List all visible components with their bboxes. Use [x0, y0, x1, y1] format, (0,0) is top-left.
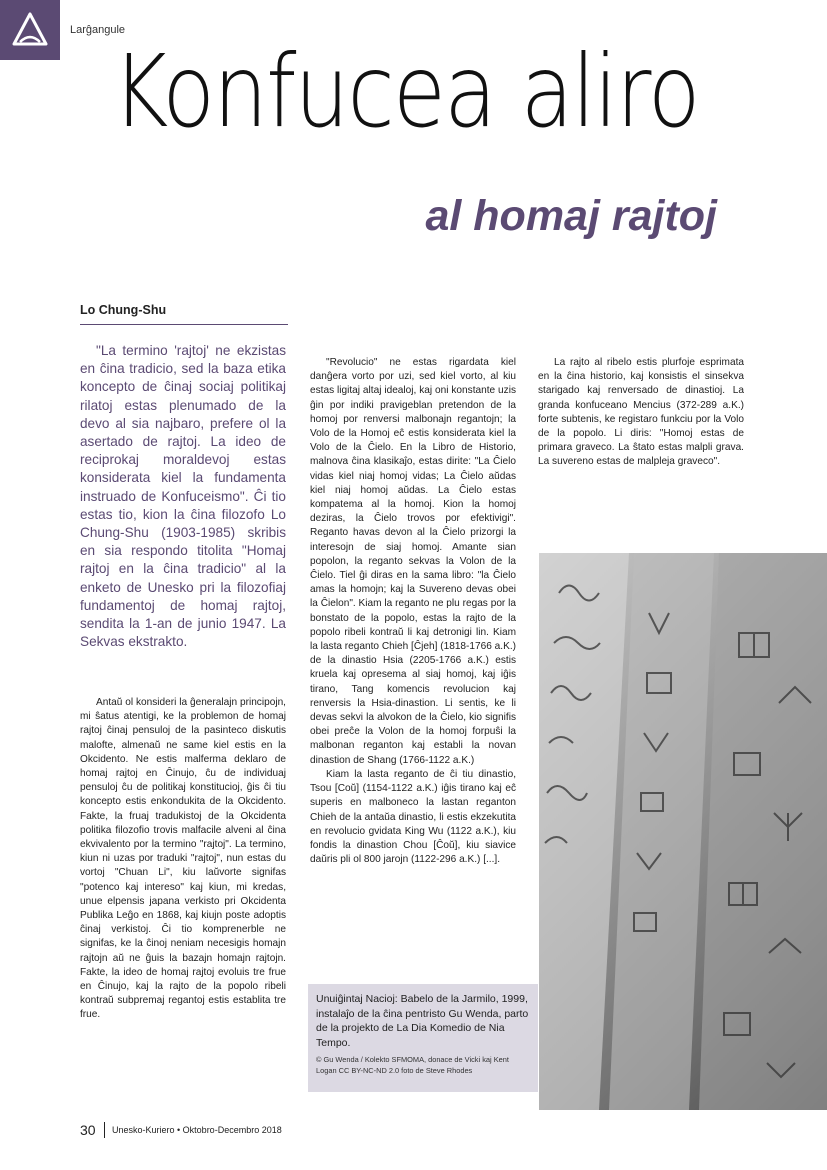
author-divider: [80, 324, 288, 325]
caption-credit: © Gu Wenda / Kolekto SFMOMA, donace de Vicki kaj Kent Logan CC BY-NC-ND 2.0 foto de Steve Rhodes: [316, 1055, 509, 1075]
publication-info: Unesko-Kuriero • Oktobro-Decembro 2018: [112, 1125, 282, 1135]
footer-divider: [104, 1122, 105, 1138]
logo-box: [0, 0, 60, 60]
body-column-3: [538, 356, 744, 470]
caption-text: Unuiĝintaj Nacioj: Babelo de la Jarmilo, 1999, instalaĵo de la ĉina pentristo Gu Wenda, parto de la projekto de La Dia Komedio de Nia Tempo.: [316, 993, 529, 1049]
body-paragraph: Kiam la lasta reganto de ĉi tiu dinastio, Tsou [Coŭ] (1154-1122 a.K.) iĝis tirano kaj eĉ superis en malboneco la lastan reganton Chieh de la antaŭa dinastio, li estis ekzekutita en revolucio gvidata King Wu (1122 a.K.), kiu fondis la dinastion Chou [Ĉoŭ], kiu siavice daŭris pli ol 800 jarojn (1122-296 a.K.) [...].: [310, 768, 516, 866]
author-name: Lo Chung-Shu: [80, 303, 167, 317]
article-photo: [539, 553, 827, 1110]
intro-paragraph: "La termino 'rajtoj' ne ekzistas en ĉina tradicio, sed la baza etika koncepto de ĉinaj sociaj politikaj rilatoj estas plenumado de la devo al sia najbaro, prefere ol la asertado de rajtoj. La ideo de reciprokaj moraldevoj estas konsiderata kiel la fundamenta instruado de Konfuceismo". Ĉi tio estas tio, kion la ĉina filozofo Lo Chung-Shu (1903-1985) skribis en sia respondo titolita "Homaj rajtoj en la ĉina tradicio" al la enketo de Unesko pri la filozofiaj fundamentoj de homaj rajtoj, sendita la 1-an de junio 1947. La Sekvas ekstrakto.: [80, 343, 286, 650]
article-title: Konfucea aliro: [112, 33, 699, 150]
body-column-2: [310, 356, 516, 867]
triangle-logo-icon: [10, 10, 50, 50]
body-column-1: [80, 696, 286, 1023]
section-label: Larĝangule: [70, 24, 126, 36]
body-paragraph: "Revolucio" ne estas rigardata kiel danĝera vorto por uzi, sed kiel vorto, al kiu estas ligitaj altaj idealoj, kaj oni konstante uzis ĝin por indiki pravigeblan pretendon de la homoj por renversi malbonajn regantojn; la Volo de la Homoj eĉ estis konsiderata kiel la Volo de la Ĉielo. En la Libro de Historio, malnova ĉina klasikaĵo, estas dirite: "La Ĉielo vidas kiel niaj homoj vidas; La Ĉielo aŭdas kiel niaj homoj aŭdas. La Ĉielo estas kompatema al la homoj. Kion la homoj deziras, la Ĉielo trovos por efektivigi". Reganto havas devon al la Ĉielo prizorgi la interesojn de siaj homoj. Amante sian popolon, la reganto sekvas la Volon de la Ĉielo. Tiel ĝi diras en la sama libro: "la Ĉielo amas la homojn; kaj la Suvereno devas obei la Ĉielon". Kiam la reganto ne plu regas por la bonstato de la popolo, estas la rajto de la popolo ribeli kontraŭ li kaj detronigi lin. Kiam la lasta reganto Chieh [Ĉjeh] (1818-1766 a.K.) de la dinastio Hsia (2205-1766 a.K.) estis kruela kaj opresema al siaj homoj, kaj iĝis tirano, Tang komencis revolucion kaj renversis la Hsia-dinastion. Li sentis, ke li devas sekvi la alvokon de la Ĉielo, kio signifis obei preĉe la Volon de la homoj forpuŝi la malbonan reganton kaj establi la novan dinastion de Shang (1766-1122 a.K.): [310, 357, 516, 766]
article-subtitle: al homaj rajtoj: [425, 192, 717, 240]
body-paragraph: La rajto al ribelo estis plurfoje esprimata en la ĉina historio, kaj konsistis el sinsekva starigado kaj renversado de dinastioj. La granda konfuceano Mencius (372-289 a.K.) forte subtenis, ke registaro funkciu por la Volo de la popolo. Li diris: "Homoj estas de primara graveco. La ŝtato estas malpli grava. La suvereno estas de malpleja graveco".: [538, 357, 744, 468]
photo-caption: [308, 984, 538, 1092]
script-banners-illustration: [539, 553, 827, 1110]
body-paragraph: Antaŭ ol konsideri la ĝeneralajn principojn, mi ŝatus atentigi, ke la problemon de homaj rajtoj ĉinaj pensuloj de la pasinteco diskutis malofte, almenaŭ ne same kiel estis en la Okcidento. Ne estis malferma deklaro de homaj rajtoj en Ĉinujo, ĉu de individuaj pensuloj ĉu de politikaj konstitucioj, ĝis ĉi tiu koncepto estis enkondukita de la Okcidento. Fakte, la fruaj tradukistoj de la Okcidenta politika filozofio trovis malfacile alveni al ĉina ekvivalento por la termino "rajtoj". La termino, kiun ni uzas por traduki "rajtoj", nun estas du vortoj "Chuan Li", kiu laŭvorte signifas "potenco kaj intereso" kaj kiun, mi kredas, unue elpensis japana verkisto pri Okcidenta Publika Leĝo en 1868, kaj kiujn poste adoptis ĉinaj verkistoj. Ĉi tio komprenerble ne signifas, ke la ĉinoj neniam necesigis homajn rajtojn aŭ ne ĝuis la bazajn homajn rajtojn. Fakte, la ideo de homaj rajtoj evoluis tre frue en Ĉinujo, kaj la rajto de la popolo ribeli kontraŭ subpremaj regantoj estis establita tre frue.: [80, 697, 286, 1021]
page-number: 30: [80, 1122, 96, 1138]
